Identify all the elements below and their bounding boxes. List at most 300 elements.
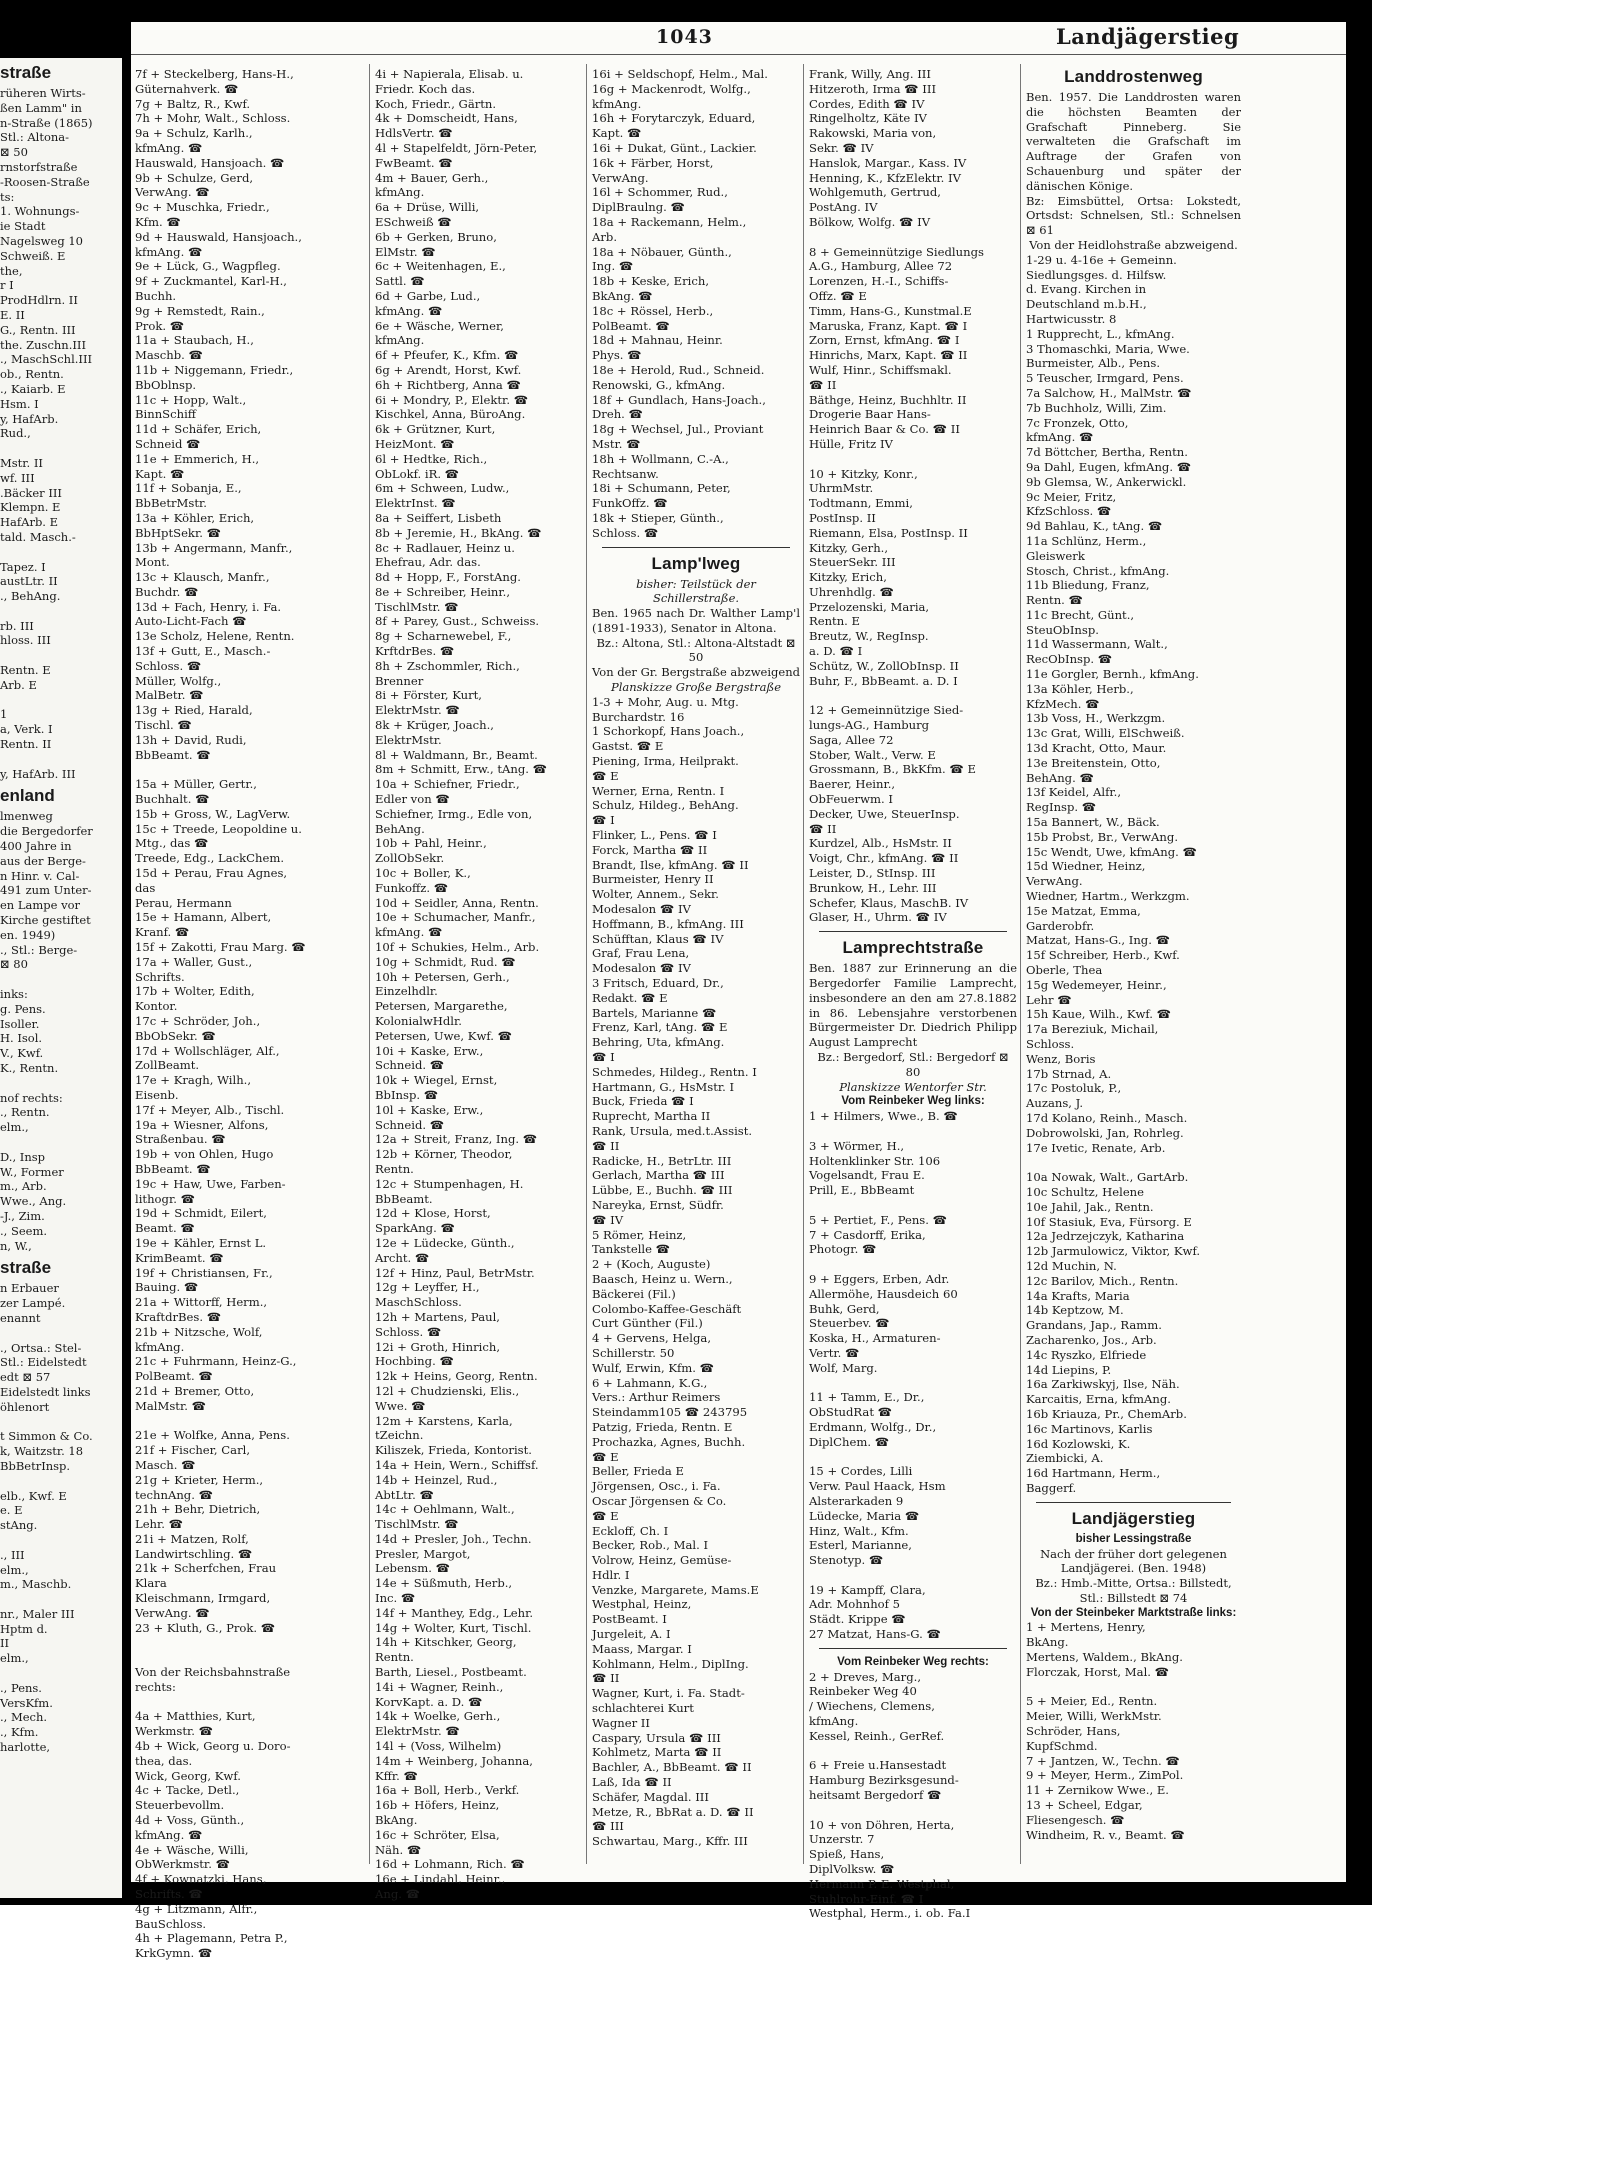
directory-entry [809, 688, 1017, 703]
directory-entry: 9a + Schulz, Karlh., [135, 126, 253, 141]
directory-entry: 7b Buchholz, Willi, Zim. [1026, 400, 1167, 415]
directory-entry: Holtenklinker Str. 106 [809, 1153, 941, 1168]
directory-page [131, 22, 1346, 1961]
directory-entry: m., Arb. [0, 1179, 47, 1194]
column-rule [803, 64, 804, 1864]
directory-entry: 5 Teuscher, Irmgard, Pens. [1026, 371, 1184, 386]
directory-entry: 10i + Kaske, Erw., [375, 1043, 484, 1058]
directory-entry: ZollBeamt. [135, 1058, 200, 1073]
directory-entry: Lorenzen, H.-I., Schiffs- [809, 274, 949, 289]
directory-entry: g. Pens. [0, 1001, 46, 1016]
directory-entry: 9c + Muschka, Friedr., [135, 200, 270, 215]
directory-entry: Kffr. ☎ [375, 1768, 418, 1783]
directory-entry: 7a Salchow, H., MalMstr. ☎ [1026, 385, 1192, 400]
directory-entry: lithogr. ☎ [135, 1191, 196, 1206]
directory-entry [0, 1076, 122, 1091]
directory-entry: 12 + Gemeinnützige Sied- [809, 703, 964, 718]
directory-entry: Hartmann, G., HsMstr. I [592, 1079, 735, 1094]
directory-entry: k, Waitzstr. 18 [0, 1444, 84, 1459]
directory-entry: 10d + Seidler, Anna, Rentn. [375, 895, 539, 910]
directory-entry: 14a + Hein, Wern., Schiffsf. [375, 1457, 539, 1472]
directory-entry: 7h + Mohr, Walt., Schloss. [135, 111, 291, 126]
directory-entry: 14d + Presler, Joh., Techn. [375, 1531, 532, 1546]
directory-entry: ☎ IV [592, 1212, 624, 1227]
directory-entry: the. Zuschn.III [0, 337, 86, 352]
directory-entry: 21b + Nitzsche, Wolf, [135, 1324, 263, 1339]
directory-entry: 9b Glemsa, W., Ankerwickl. [1026, 474, 1187, 489]
directory-entry: Wiedner, Hartm., Werkzgm. [1026, 889, 1190, 904]
directory-entry: 6d + Garbe, Lud., [375, 288, 481, 303]
directory-entry: 14g + Wolter, Kurt, Tischl. [375, 1620, 532, 1635]
directory-entry [809, 1803, 1017, 1818]
street-history: Ben. 1965 nach Dr. Walther Lamp'l (1891-1933), Senator in Altona. [592, 606, 800, 635]
directory-entry: 9a Dahl, Eugen, kfmAng. ☎ [1026, 459, 1192, 474]
directory-entry: Meier, Willi, WerkMstr. [1026, 1709, 1162, 1724]
directory-entry: 14c Ryszko, Elfriede [1026, 1347, 1147, 1362]
directory-entry: Mertens, Waldem., BkAng. [1026, 1650, 1183, 1665]
directory-entry: aus der Berge- [0, 853, 86, 868]
directory-entry: 2 + (Koch, Auguste) [592, 1257, 711, 1272]
directory-entry: 13g + Ried, Harald, [135, 703, 253, 718]
directory-entry [1026, 1680, 1241, 1695]
directory-entry: kfmAng. [375, 333, 425, 348]
directory-entry: 13h + David, Rudi, [135, 732, 247, 747]
directory-entry: Rank, Ursula, med.t.Assist. [592, 1123, 753, 1138]
directory-entry: Schillerstr. 50 [592, 1345, 675, 1360]
directory-entry: BkAng. [1026, 1635, 1069, 1650]
directory-entry: 15a Bannert, W., Bäck. [1026, 815, 1160, 830]
directory-entry: elm., [0, 1120, 29, 1135]
directory-entry: 14h + Kitschker, Georg, [375, 1635, 517, 1650]
directory-entry: kfmAng. [375, 185, 425, 200]
directory-entry: Modesalon ☎ IV [592, 902, 691, 917]
directory-entry: m., Maschb. [0, 1577, 72, 1592]
directory-entry: Ing. ☎ [592, 259, 634, 274]
directory-entry: 12e + Lüdecke, Günth., [375, 1235, 515, 1250]
directory-entry [809, 1198, 1017, 1213]
directory-entry: SteuerSekr. III [809, 555, 896, 570]
directory-entry: Städt. Krippe ☎ [809, 1612, 906, 1627]
directory-entry: Kleischmann, Irmgard, [135, 1591, 271, 1606]
directory-entry: Friedr. Koch das. [375, 81, 476, 96]
directory-entry: 16b Kriauza, Pr., ChemArb. [1026, 1406, 1187, 1421]
directory-entry: 13b Voss, H., Werkzgm. [1026, 711, 1166, 726]
directory-entry: 13d + Fach, Henry, i. Fa. [135, 599, 282, 614]
directory-entry: 15f + Zakotti, Frau Marg. ☎ [135, 940, 306, 955]
directory-entry: Schneid ☎ [135, 436, 201, 451]
directory-entry: VerwAng. [1026, 874, 1083, 889]
directory-entry: 10e + Schumacher, Manfr., [375, 910, 536, 925]
directory-entry: 4a + Matthies, Kurt, [135, 1709, 256, 1724]
directory-entry: Schefer, Klaus, MaschB. IV [809, 895, 969, 910]
directory-entry: Landwirtschling. ☎ [135, 1546, 253, 1561]
directory-entry: 8c + Radlauer, Heinz u. [375, 540, 515, 555]
directory-entry: 11 + Zernikow Wwe., E. [1026, 1783, 1169, 1798]
directory-entry: Hoffmann, B., kfmAng. III [592, 916, 744, 931]
directory-entry: Spieß, Hans, [809, 1847, 885, 1862]
directory-entry: ., Kaiarb. E [0, 381, 66, 396]
directory-entry: ☎ II [592, 1138, 620, 1153]
directory-entry: nr., Maler III [0, 1606, 75, 1621]
directory-entry [0, 545, 122, 560]
directory-entry: KrimBeamt. ☎ [135, 1250, 224, 1265]
directory-entry: BbBetrInsp. [0, 1458, 71, 1473]
directory-entry: Isoller. [0, 1016, 40, 1031]
directory-entry: PostAng. IV [809, 200, 878, 215]
directory-entry: 17b Strnad, A. [1026, 1066, 1112, 1081]
directory-entry: ., Mech. [0, 1710, 48, 1725]
directory-entry: tZeichn. [375, 1428, 424, 1443]
directory-entry: lungs-AG., Hamburg [809, 718, 930, 733]
directory-entry: Edler von ☎ [375, 792, 450, 807]
directory-entry: 13 + Scheel, Edgar, [1026, 1798, 1143, 1813]
directory-entry: Steindamm105 ☎ 243795 [592, 1405, 748, 1420]
directory-entry [809, 1376, 1017, 1391]
directory-entry: 17f + Meyer, Alb., Tischl. [135, 1102, 285, 1117]
directory-entry: Perau, Hermann [135, 895, 232, 910]
directory-entry: Kurdzel, Alb., HsMstr. II [809, 836, 952, 851]
directory-entry: BbBeamt. ☎ [135, 1161, 211, 1176]
directory-entry: 15b + Gross, W., LagVerw. [135, 806, 291, 821]
directory-entry: Schüfftan, Klaus ☎ IV [592, 931, 724, 946]
directory-entry: ☎ I [592, 813, 615, 828]
directory-entry: 21g + Krieter, Herm., [135, 1472, 264, 1487]
directory-entry: d. Evang. Kirchen in [1026, 282, 1147, 297]
directory-entry: 10f + Schukies, Helm., Arb. [375, 940, 540, 955]
directory-entry: 10k + Wiegel, Ernst, [375, 1073, 498, 1088]
street-entries [1026, 253, 1241, 1496]
directory-entry: 16l + Schommer, Rud., [592, 185, 728, 200]
directory-entry: 11d Wassermann, Walt., [1026, 637, 1168, 652]
directory-entry: BkAng. ☎ [592, 288, 653, 303]
directory-entry: nof rechts: [0, 1090, 63, 1105]
directory-entry [0, 648, 122, 663]
directory-entry: 15b Probst, Br., VerwAng. [1026, 829, 1179, 844]
directory-entry: Ruprecht, Martha II [592, 1109, 711, 1124]
directory-entry: Zacharenko, Jos., Arb. [1026, 1332, 1157, 1347]
directory-entry: kfmAng. [809, 1714, 859, 1729]
directory-entry: 18e + Herold, Rud., Schneid. [592, 362, 765, 377]
directory-entry: 12k + Heins, Georg, Rentn. [375, 1369, 538, 1384]
directory-entry: Verw. Paul Haack, Hsm [809, 1479, 946, 1494]
directory-entry: BbBetrMstr. [135, 496, 207, 511]
directory-entry: 11e Gorgler, Bernh., kfmAng. [1026, 667, 1199, 682]
directory-entry: 15e Matzat, Emma, [1026, 903, 1141, 918]
directory-entry: Rentn. ☎ [1026, 593, 1083, 608]
directory-entry: / Wiechens, Clemens, [809, 1699, 935, 1714]
directory-entry: Baerer, Heinr., [809, 777, 896, 792]
directory-entry: Kessel, Reinh., GerRef. [809, 1728, 945, 1743]
directory-entry: Bäckerei (Fil.) [592, 1286, 676, 1301]
directory-entry: Piening, Irma, Heilprakt. [592, 754, 739, 769]
directory-entry: 4d + Voss, Günth., [135, 1813, 245, 1828]
directory-entry: BkAng. [375, 1813, 418, 1828]
directory-entry: hloss. III [0, 633, 51, 648]
directory-entry: Schäfer, Magdal. III [592, 1789, 709, 1804]
directory-entry: Wolter, Annem., Sekr. [592, 887, 719, 902]
directory-entry: FwBeamt. ☎ [375, 155, 453, 170]
directory-entry: a. D. ☎ I [809, 644, 863, 659]
directory-entry: 1-29 u. 4-16e + Gemeinn. [1026, 252, 1177, 267]
directory-entry: edt ⊠ 57 [0, 1370, 51, 1385]
directory-entry: Schmedes, Hildeg., Rentn. I [592, 1064, 757, 1079]
directory-entry: Auzans, J. [1026, 1096, 1084, 1111]
directory-entry: 6l + Hedtke, Rich., [375, 451, 488, 466]
directory-entry: Windheim, R. v., Beamt. ☎ [1026, 1827, 1185, 1842]
directory-entry: ., III [0, 1547, 25, 1562]
directory-entry: BbBeamt. ☎ [135, 747, 211, 762]
directory-entry: Todtmann, Emmi, [809, 496, 913, 511]
directory-entry: Prok. ☎ [135, 318, 185, 333]
directory-entry: Rentn. E [0, 663, 51, 678]
directory-entry: RecObInsp. ☎ [1026, 652, 1113, 667]
directory-entry: t Simmon & Co. [0, 1429, 93, 1444]
column-3 [592, 67, 800, 1867]
directory-entry: ObLokf. iR. ☎ [375, 466, 460, 481]
directory-entry: 10 + von Döhren, Herta, [809, 1817, 955, 1832]
directory-entry: 16d Kozlowski, K. [1026, 1436, 1131, 1451]
directory-entry: Auto-Licht-Fach ☎ [135, 614, 247, 629]
street-side-heading: Vom Reinbeker Weg rechts: [837, 1655, 989, 1668]
street-heading: straße [0, 63, 52, 82]
directory-entry: 13f + Gutt, E., Masch.- [135, 644, 271, 659]
directory-entry: 4g + Litzmann, Alfr., [135, 1901, 258, 1916]
directory-entry: 3 + Wörmer, H., [809, 1138, 905, 1153]
directory-entry: TischlMstr. ☎ [375, 1517, 459, 1532]
directory-entry: 1 [0, 707, 8, 722]
directory-entry: Tankstelle ☎ [592, 1242, 671, 1257]
directory-entry: Curt Günther (Fil.) [592, 1316, 703, 1331]
directory-entry: ObWerkmstr. ☎ [135, 1857, 231, 1872]
directory-entry: Kohlmetz, Marta ☎ II [592, 1745, 722, 1760]
directory-entry: Oscar Jörgensen & Co. [592, 1493, 727, 1508]
directory-entry: rnstorfstraße [0, 159, 78, 174]
directory-entry: Vers.: Arthur Reimers [592, 1390, 721, 1405]
directory-entry: 11c Brecht, Günt., [1026, 607, 1135, 622]
directory-entry: 4m + Bauer, Gerh., [375, 170, 489, 185]
directory-entry: 6 + Lahmann, K.G., [592, 1375, 708, 1390]
directory-entry: 6a + Drüse, Willi, [375, 200, 480, 215]
directory-entry: Ang. ☎ [375, 1887, 421, 1902]
directory-entry: austLtr. II [0, 574, 58, 589]
directory-entry: 12m + Karstens, Karla, [375, 1413, 513, 1428]
directory-entry: HafArb. E [0, 515, 59, 530]
directory-entry: kfmAng. [592, 96, 642, 111]
directory-entry: V., Kwf. [0, 1046, 44, 1061]
directory-entry: Hermann P. E. Westphal, [809, 1876, 955, 1891]
directory-entry: 13c Grat, Willi, ElSchweiß. [1026, 726, 1185, 741]
directory-entry: Reinbeker Weg 40 [809, 1684, 917, 1699]
street-entries [809, 1109, 1017, 1642]
directory-entry: BauSchloss. [135, 1916, 207, 1931]
directory-entry: Redakt. ☎ E [592, 990, 668, 1005]
directory-entry: rb. III [0, 618, 34, 633]
directory-entry: 5 + Meier, Ed., Rentn. [1026, 1694, 1158, 1709]
directory-entry: ElektrMstr. ☎ [375, 1724, 460, 1739]
directory-entry: 4l + Stapelfeldt, Jörn-Peter, [375, 140, 538, 155]
directory-entry: HdlsVertr. ☎ [375, 126, 453, 141]
directory-entry: Mstr. II [0, 455, 43, 470]
directory-entry: Ziembicki, A. [1026, 1451, 1104, 1466]
directory-entry: Schneid. ☎ [375, 1058, 445, 1073]
directory-entry: Hanslok, Margar., Kass. IV [809, 155, 967, 170]
directory-entry: Wagner II [592, 1715, 650, 1730]
directory-entry: ., Pens. [0, 1680, 42, 1695]
directory-entry: 12i + Groth, Hinrich, [375, 1339, 501, 1354]
directory-entry: Westphal, Herm., i. ob. Fa.I [809, 1906, 971, 1921]
directory-entry: 15 + Cordes, Lilli [809, 1464, 913, 1479]
directory-entry: 18a + Rackemann, Helm., [592, 214, 747, 229]
directory-entry: Volrow, Heinz, Gemüse- [592, 1553, 732, 1568]
directory-entry: thea, das. [135, 1753, 193, 1768]
directory-entry: Breutz, W., RegInsp. [809, 629, 929, 644]
directory-entry: Schloss. [1026, 1037, 1075, 1051]
directory-entry: -J., Zim. [0, 1208, 45, 1223]
directory-entry: 21e + Wolfke, Anna, Pens. [135, 1428, 290, 1443]
directory-entry: Koska, H., Armaturen- [809, 1331, 941, 1346]
column-rule [1020, 64, 1021, 1864]
directory-entry: VerwAng. [592, 170, 649, 185]
directory-entry: 14m + Weinberg, Johanna, [375, 1753, 533, 1768]
directory-entry: 10 + Kitzky, Konr., [809, 466, 918, 481]
directory-entry: 3 Fritsch, Eduard, Dr., [592, 976, 724, 991]
street-entries [592, 695, 800, 1849]
directory-entry: Wolf, Marg. [809, 1360, 878, 1375]
directory-entry: Timm, Hans-G., Kunstmal.E [809, 303, 972, 318]
directory-entry: Erdmann, Wolfg., Dr., [809, 1419, 937, 1434]
directory-entry: ⊠ 50 [0, 145, 28, 160]
directory-entry: Frenz, Karl, tAng. ☎ E [592, 1020, 728, 1035]
directory-entry: ☎ E [592, 1508, 619, 1523]
directory-entry: Buhr, F., BbBeamt. a. D. I [809, 673, 958, 688]
directory-entry: 12d + Klose, Horst, [375, 1206, 491, 1221]
directory-entry: ., Seem. [0, 1223, 48, 1238]
directory-entry: Straßenbau. ☎ [135, 1132, 226, 1147]
directory-entry [0, 1592, 122, 1607]
directory-entry: 13d Kracht, Otto, Maur. [1026, 741, 1167, 756]
directory-entry: Florczak, Horst, Mal. ☎ [1026, 1664, 1170, 1679]
directory-entry: 18h + Wollmann, C.-A., [592, 451, 729, 466]
directory-entry: die Bergedorfer [0, 824, 93, 839]
directory-entry: 16g + Mackenrodt, Wolfg., [592, 81, 751, 96]
directory-entry: 17a + Waller, Gust., [135, 954, 253, 969]
directory-entry: kfmAng. ☎ [135, 1827, 203, 1842]
street-heading-landjaegerstieg: Landjägerstieg [1071, 1508, 1196, 1528]
directory-entry: Bartels, Marianne ☎ [592, 1005, 717, 1020]
directory-entry: Koch, Friedr., Gärtn. [375, 96, 497, 111]
directory-entry: Unzerstr. 7 [809, 1832, 875, 1847]
directory-entry: ts: [0, 189, 15, 204]
directory-entry: KfzMech. ☎ [1026, 696, 1100, 711]
directory-entry: Behring, Uta, kfmAng. [592, 1035, 725, 1050]
directory-entry: 14e + Süßmuth, Herb., [375, 1576, 513, 1591]
directory-entry: Klara [135, 1576, 167, 1591]
directory-entry: 3 Thomaschki, Maria, Wwe. [1026, 341, 1190, 356]
directory-entry: Steuerbevollm. [135, 1798, 225, 1813]
directory-entry [0, 1326, 122, 1341]
directory-entry: 4b + Wick, Georg u. Doro- [135, 1739, 291, 1754]
directory-entry: en Lampe vor [0, 898, 81, 913]
directory-entry: Maschb. ☎ [135, 348, 203, 363]
directory-entry: Burchardstr. 16 [592, 709, 685, 724]
directory-entry: 8a + Seiffert, Lisbeth [375, 510, 502, 525]
column-rule [369, 64, 370, 1864]
directory-entry: elm., [0, 1562, 29, 1577]
directory-entry: Hinrichs, Marx, Kapt. ☎ II [809, 348, 968, 363]
directory-entry: Buchh. [135, 288, 177, 303]
directory-entry: 21d + Bremer, Otto, [135, 1383, 255, 1398]
directory-entry: DiplBraulng. ☎ [592, 200, 685, 215]
directory-entry: Rakowski, Maria von, [809, 126, 937, 141]
directory-entry: 10g + Schmidt, Rud. ☎ [375, 954, 516, 969]
directory-entry: 9f + Zuckmantel, Karl-H., [135, 274, 287, 289]
directory-entry: kfmAng. [135, 1339, 185, 1354]
directory-entry [0, 1415, 122, 1430]
directory-entry: ZollObSekr. [375, 851, 445, 866]
column-2 [375, 67, 583, 1902]
directory-entry: 16c Martinovs, Karlis [1026, 1421, 1153, 1436]
directory-entry: Jurgeleit, A. I [592, 1627, 671, 1642]
directory-entry: Hptm d. [0, 1621, 48, 1636]
directory-entry: Matzat, Hans-G., Ing. ☎ [1026, 933, 1171, 948]
directory-entry: 14d Liepins, P. [1026, 1362, 1112, 1377]
street-heading-lamprechtstrasse: Lamprechtstraße [842, 938, 984, 958]
directory-entry: Renowski, G., kfmAng. [592, 377, 726, 392]
street-history: Ben. 1957. Die Landdrosten waren die höchsten Beamten der Grafschaft Pinneberg. Sie verwalteten die Grafschaft im Auftrage der Grafen von Schauenburg und später der dänischen Könige. [1026, 90, 1241, 193]
directory-entry: 4i + Napierala, Elisab. u. [375, 67, 524, 81]
directory-entry: Rechtsanw. [592, 466, 659, 481]
street-heading: enland [0, 786, 55, 806]
directory-entry: Wick, Georg, Kwf. [135, 1768, 241, 1783]
directory-entry: rechts: [135, 1679, 176, 1694]
directory-entry: 10b + Pahl, Heinr., [375, 836, 487, 851]
directory-entry: 4 + Gervens, Helga, [592, 1331, 712, 1346]
section-divider [819, 1648, 1007, 1649]
directory-entry: 15c + Treede, Leopoldine u. [135, 821, 302, 836]
directory-entry: KrkGymn. ☎ [135, 1946, 213, 1961]
directory-entry: MaschSchloss. [375, 1295, 462, 1310]
directory-entry: 9d + Hauswald, Hansjoach., [135, 229, 302, 244]
directory-entry: BbInsp. ☎ [375, 1087, 439, 1102]
directory-entry: Schrifts. ☎ [135, 1887, 203, 1902]
column-4 [809, 67, 1017, 1921]
column-rule [586, 64, 587, 1864]
directory-entry [0, 1533, 122, 1548]
directory-entry: BehAng. [375, 821, 425, 836]
directory-entry: Ringelholtz, Käte IV [809, 111, 927, 126]
directory-entry: Schiefner, Irmg., Edle von, [375, 806, 533, 821]
directory-entry: Werkmstr. ☎ [135, 1724, 214, 1739]
directory-entry: ☎ II [809, 377, 837, 392]
directory-entry [135, 762, 365, 777]
directory-entry: Schloss. ☎ [592, 525, 659, 540]
directory-entry: 11c + Hopp, Walt., [135, 392, 247, 407]
directory-entry: -Roosen-Straße [0, 174, 90, 189]
directory-entry: Rentn. II [0, 737, 52, 752]
directory-entry: Saga, Allee 72 [809, 732, 894, 747]
directory-entry: 15d Wiedner, Heinz, [1026, 859, 1146, 874]
directory-entry [135, 1635, 365, 1650]
directory-entry: 6f + Pfeufer, K., Kfm. ☎ [375, 348, 519, 363]
directory-entry: Eidelstedt links [0, 1384, 91, 1399]
directory-entry: Burmeister, Alb., Pens. [1026, 356, 1161, 371]
directory-entry: enannt [0, 1310, 41, 1325]
directory-entry: Buchhalt. ☎ [135, 792, 210, 807]
directory-entry: 1 + Hilmers, Wwe., B. ☎ [809, 1109, 958, 1124]
directory-entry: 12g + Leyffer, H., [375, 1280, 480, 1295]
directory-entry: Funkoffz. ☎ [375, 880, 449, 895]
directory-entry: 23 + Kluth, G., Prok. ☎ [135, 1620, 276, 1635]
